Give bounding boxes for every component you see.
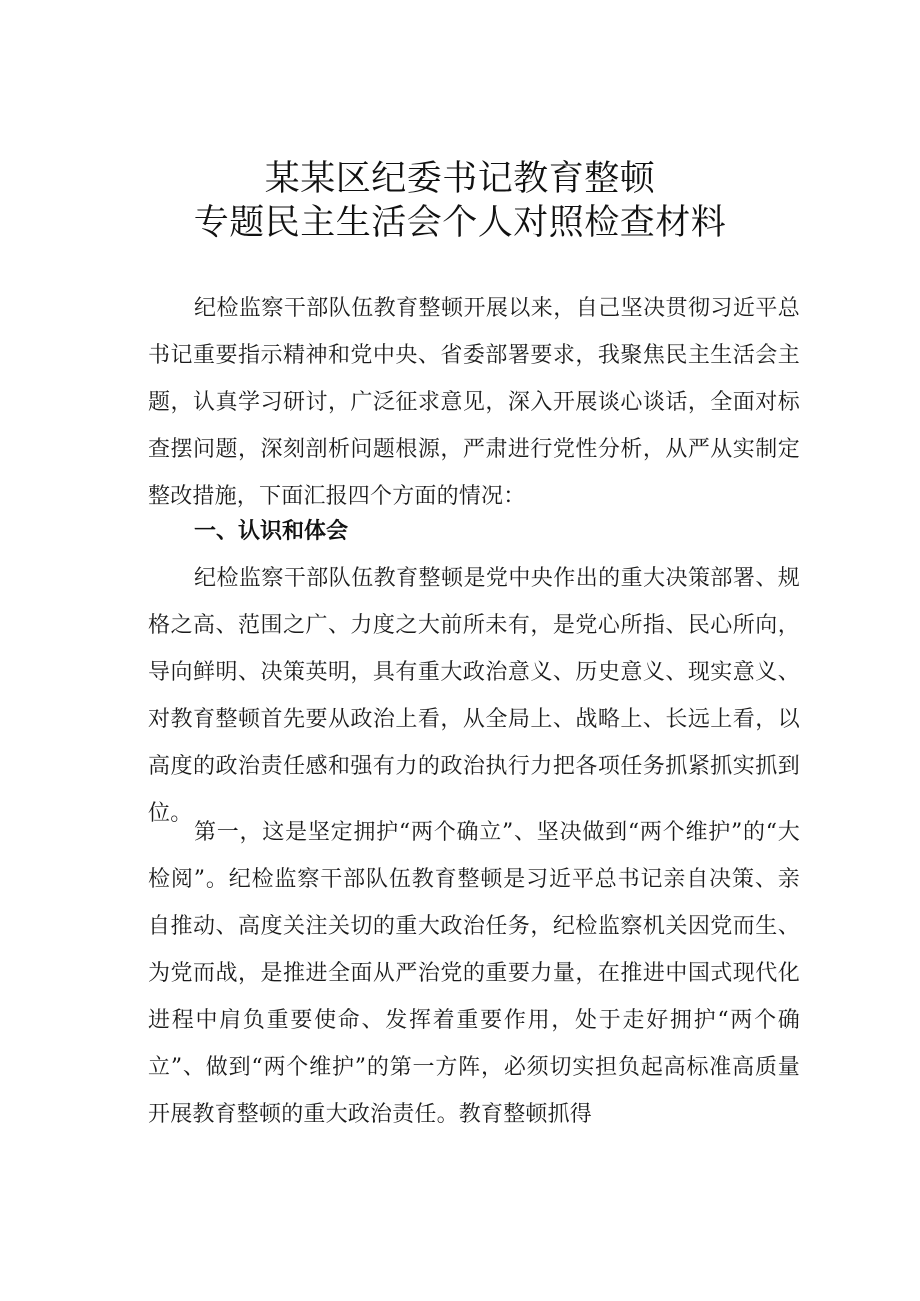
- section-heading-1: 一、认识和体会: [194, 519, 349, 544]
- document-title-line-2: 专题民主生活会个人对照检查材料: [193, 203, 727, 243]
- point-1-paragraph: 第一，这是坚定拥护“两个确立”、坚决做到“两个维护”的“大检阅”。纪检监察干部队伍教育整顿是习近平总书记亲自决策、亲自推动、高度关注关切的重大政治任务，纪检监察机关因党而生、为党而战，是推进全面从严治党的重要力量，在推进中国式现代化进程中肩负重要使命、发挥着重要作用，处于走好拥护“两个确立”、做到“两个维护”的第一方阵，必须切实担负起高标准高质量开展教育整顿的重大政治责任。教育整顿抓得: [148, 820, 800, 1127]
- section-1-paragraph: 纪检监察干部队伍教育整顿是党中央作出的重大决策部署、规格之高、范围之广、力度之大前所未有，是党心所指、民心所向，导向鲜明、决策英明，具有重大政治意义、历史意义、现实意义、对教育整顿首先要从政治上看，从全局上、战略上、长远上看，以高度的政治责任感和强有力的政治执行力把各项任务抓紧抓实抓到位。: [148, 566, 800, 826]
- document-title-line-1: 某某区纪委书记教育整顿: [264, 159, 656, 199]
- intro-paragraph: 纪检监察干部队伍教育整顿开展以来，自己坚决贯彻习近平总书记重要指示精神和党中央、省委部署要求，我聚焦民主生活会主题，认真学习研讨，广泛征求意见，深入开展谈心谈话，全面对标查摆问题，深刻剖析问题根源，严肃进行党性分析，从严从实制定整改措施，下面汇报四个方面的情况：: [148, 296, 800, 509]
